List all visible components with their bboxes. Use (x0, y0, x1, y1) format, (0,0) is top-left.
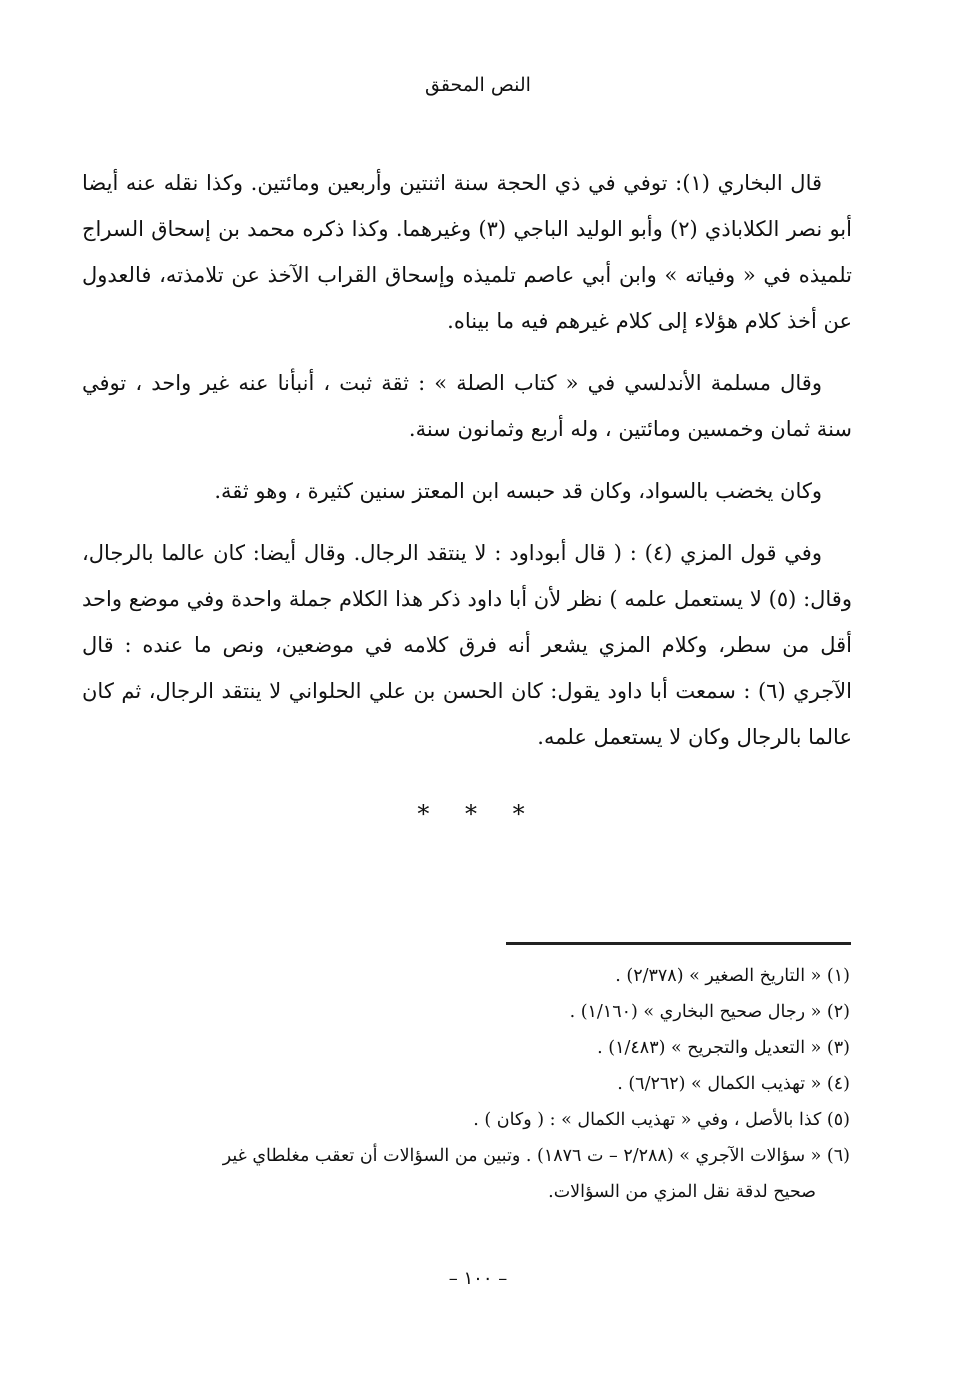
footnote-6: (٦) « سؤالات الآجري » (٢/٢٨٨ – ت ١٨٧٦) . وتبين من السؤالات أن تعقب مغلطاي غير (222, 1146, 850, 1166)
paragraph-3: وكان يخضب بالسواد، وكان قد حبسه ابن المعتز سنين كثيرة ، وهو ثقة. (214, 479, 822, 503)
footnote-4: (٤) « تهذيب الكمال » (٦/٢٦٢) . (617, 1074, 850, 1094)
section-separator: * * * (417, 800, 539, 828)
footnote-rule (506, 942, 851, 945)
paragraph-4: وفي قول المزي (٤) : ( قال أبوداود : لا ينتقد الرجال. وقال أيضا: كان عالما بالرجال، وقال: (٥) لا يستعمل علمه ) نظر لأن أبا داود ذكر هذا الكلام جملة واحدة وفي موضع واحد أقل من سطر، وكلام المزي يشعر أنه فرق كلامه في موضعين، ونص ما عنده : قال الآجري (٦) : سمعت أبا داود يقول: كان الحسن بن علي الحلواني لا ينتقد الرجال، ثم كان عالما بالرجال وكان لا يستعمل علمه. (82, 541, 852, 749)
footnote-5: (٥) كذا بالأصل ، وفي « تهذيب الكمال » : ( وكان ) . (473, 1110, 850, 1130)
paragraph-2: وقال مسلمة الأندلسي في « كتاب الصلة » : ثقة ثبت ، أنبأنا عنه غير واحد ، توفي سنة ثمان وخمسين ومائتين ، وله أربع وثمانون سنة. (82, 371, 852, 441)
footnote-2: (٢) « رجال صحيح البخاري » (١/١٦٠) . (569, 1002, 850, 1022)
running-head: النص المحقق (425, 74, 531, 96)
footnote-6-continuation: صحيح لدقة نقل المزي من السؤالات. (548, 1182, 816, 1202)
footnote-1: (١) « التاريخ الصغير » (٢/٣٧٨) . (615, 966, 850, 986)
page-number: – ١٠٠ – (448, 1268, 508, 1289)
footnote-3: (٣) « التعديل والتجريح » (١/٤٨٣) . (597, 1038, 850, 1058)
footnotes (90, 958, 850, 1210)
paragraph-1: قال البخاري (١): توفي في ذي الحجة سنة اثنتين وأربعين ومائتين. وكذا نقله عنه أيضا أبو نصر الكلاباذي (٢) وأبو الوليد الباجي (٣) وغيرهما. وكذا ذكره محمد بن إسحاق السراج تلميذه في « وفياته » وابن أبي عاصم تلميذه وإسحاق القراب الآخذ عن تلامذته، فالعدول عن أخذ كلام هؤلاء إلى كلام غيرهم فيه ما بيناه. (82, 171, 852, 333)
main-text (82, 160, 852, 776)
